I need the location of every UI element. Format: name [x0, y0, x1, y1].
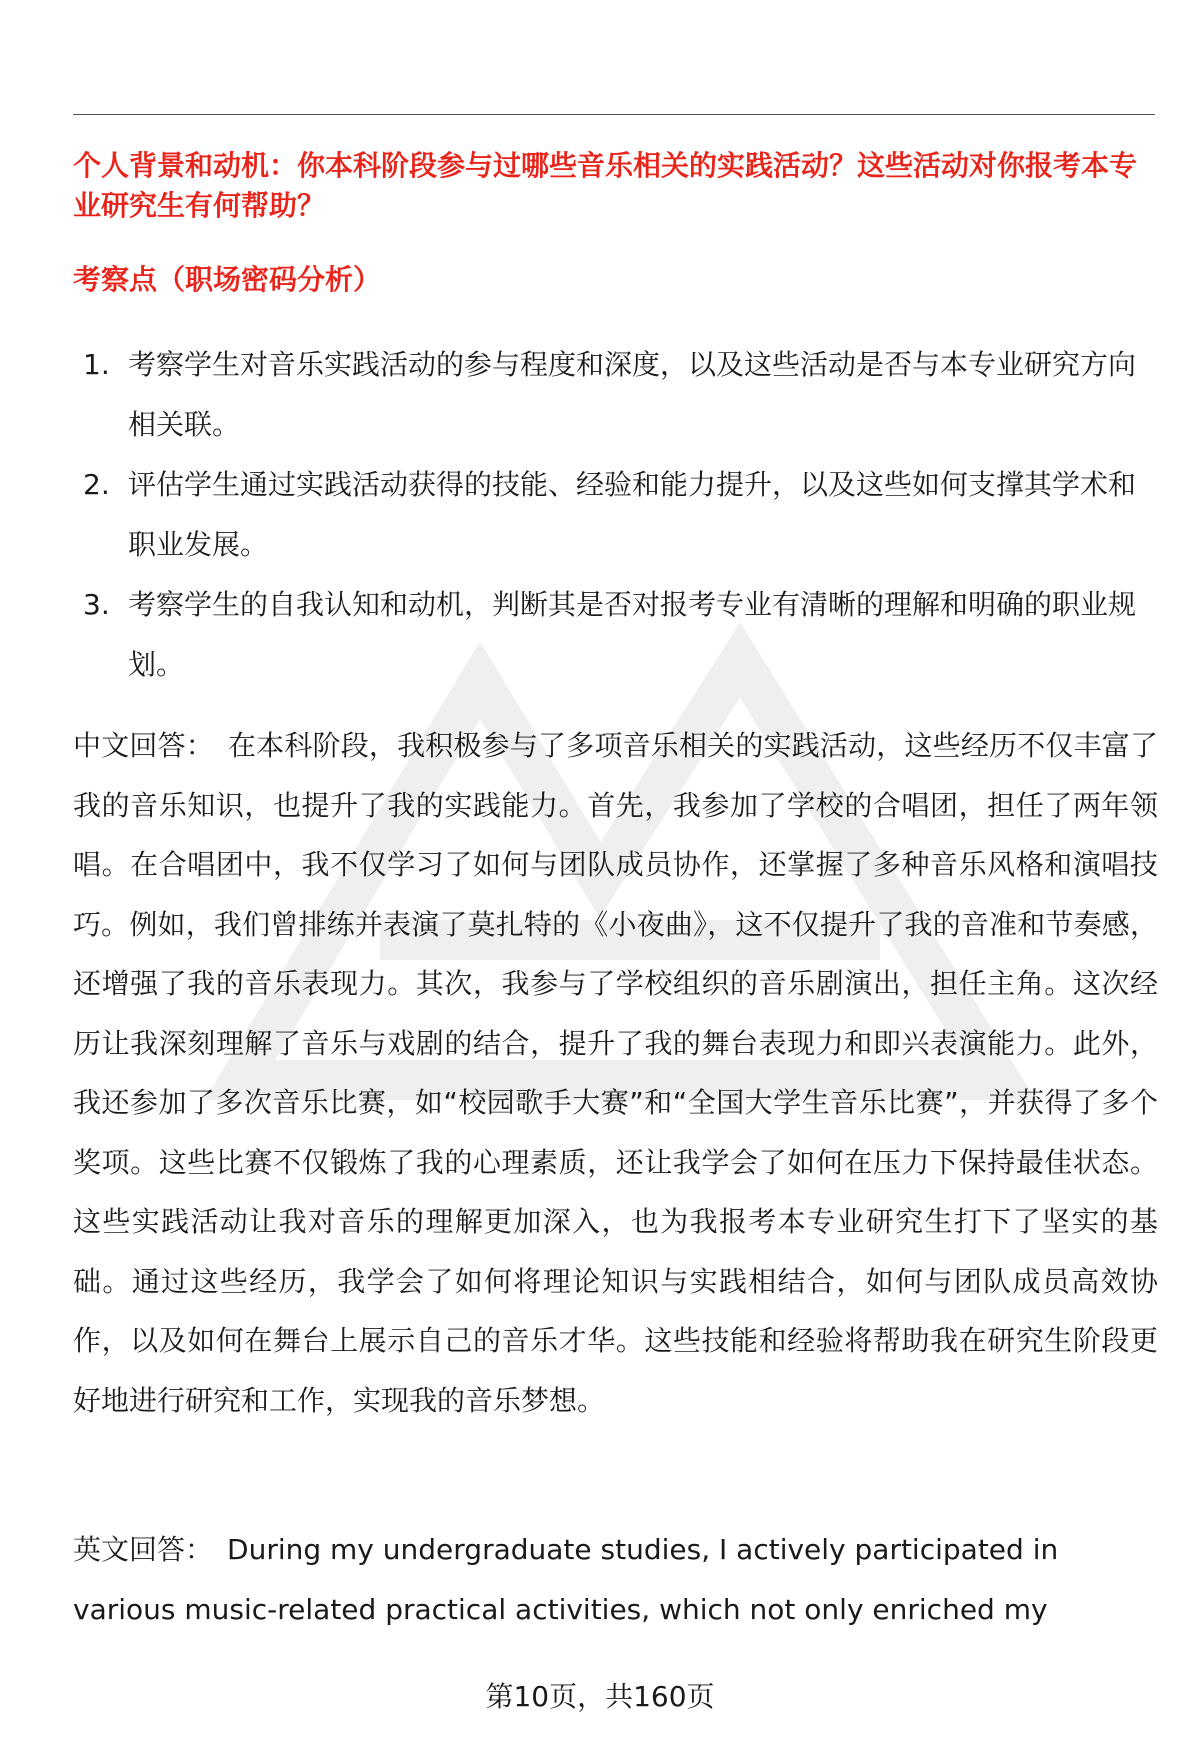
english-answer-text: During my undergraduate studies, I actively participated in various music-related practical activities, which not only enriched my	[73, 1533, 1059, 1626]
chinese-answer-text: 在本科阶段，我积极参与了多项音乐相关的实践活动，这些经历不仅丰富了我的音乐知识，也提升了我的实践能力。首先，我参加了学校的合唱团，担任了两年领唱。在合唱团中，我不仅学习了如何与团队成员协作，还掌握了多种音乐风格和演唱技巧。例如，我们曾排练并表演了莫扎特的《小夜曲》，这不仅提升了我的音准和节奏感，还增强了我的音乐表现力。其次，我参与了学校组织的音乐剧演出，担任主角。这次经历让我深刻理解了音乐与戏剧的结合，提升了我的舞台表现力和即兴表演能力。此外，我还参加了多次音乐比赛，如“校园歌手大赛”和“全国大学生音乐比赛”，并获得了多个奖项。这些比赛不仅锻炼了我的心理素质，还让我学会了如何在压力下保持最佳状态。这些实践活动让我对音乐的理解更加深入，也为我报考本专业研究生打下了坚实的基础。通过这些经历，我学会了如何将理论知识与实践相结合，如何与团队成员高效协作，以及如何在舞台上展示自己的音乐才华。这些技能和经验将帮助我在研究生阶段更好地进行研究和工作，实现我的音乐梦想。	[73, 729, 1158, 1417]
chinese-answer-label: 中文回答：	[73, 729, 214, 762]
analysis-points	[78, 335, 1158, 695]
list-item: 1. 考察学生对音乐实践活动的参与程度和深度，以及这些活动是否与本专业研究方向相关联。	[83, 348, 1137, 441]
page-number: 第10页，共160页	[485, 1680, 715, 1713]
english-answer-label: 英文回答：	[73, 1533, 214, 1566]
header-rule	[73, 114, 1155, 115]
chinese-answer	[73, 716, 1158, 1430]
list-item: 2. 评估学生通过实践活动获得的技能、经验和能力提升，以及这些如何支撑其学术和职业发展。	[83, 468, 1137, 561]
analysis-title: 考察点（职场密码分析）	[73, 263, 382, 296]
english-answer	[73, 1520, 1158, 1639]
question-heading: 个人背景和动机：你本科阶段参与过哪些音乐相关的实践活动？这些活动对你报考本专业研究生有何帮助？	[73, 149, 1138, 222]
list-item: 3. 考察学生的自我认知和动机，判断其是否对报考专业有清晰的理解和明确的职业规划。	[83, 588, 1137, 681]
